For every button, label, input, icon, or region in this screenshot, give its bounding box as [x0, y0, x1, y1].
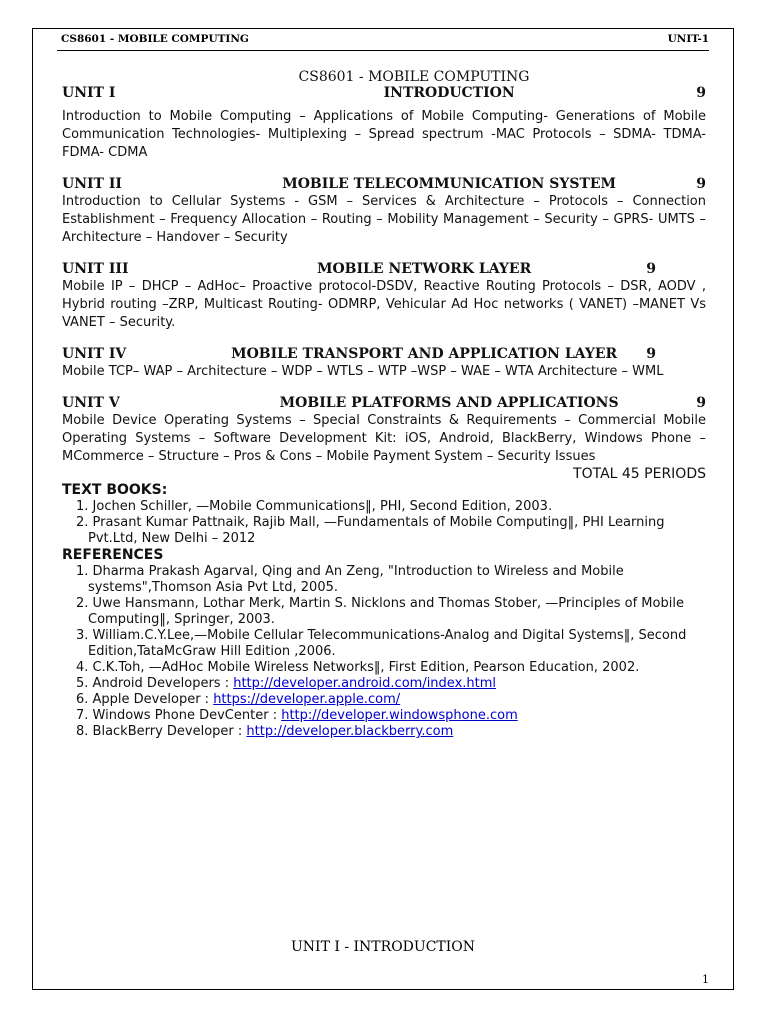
document-page — [32, 28, 734, 990]
list-item: 2. Prasant Kumar Pattnaik, Rajib Mall, —Fundamentals of Mobile Computing‖, PHI Learning Pvt.Ltd, New Delhi – 2012 — [76, 515, 665, 546]
unit-4-heading — [62, 346, 706, 363]
header-unit: UNIT-1 — [667, 33, 709, 45]
link-prefix: 6. Apple Developer : — [76, 692, 214, 707]
unit-hours: 9 — [646, 261, 656, 277]
unit-hours: 9 — [646, 346, 656, 362]
list-item — [76, 708, 706, 724]
unit-title: MOBILE NETWORK LAYER — [316, 261, 532, 277]
list-item — [76, 676, 706, 692]
unit-5-body: Mobile Device Operating Systems – Special Constraints & Requirements – Commercial Mobile Operating Systems – Software Development Kit: iOS, Android, BlackBerry, Windows Phone – MCommerce – Structure – Pros & Cons – Mobile Payment System – Security Issues — [62, 413, 706, 464]
windows-phone-devcenter-link[interactable]: http://developer.windowsphone.com — [281, 708, 518, 723]
running-header — [61, 33, 709, 45]
total-periods: TOTAL 45 PERIODS — [573, 466, 706, 482]
unit-label: UNIT I — [62, 85, 116, 101]
unit-1-heading — [62, 85, 706, 102]
unit-label: UNIT IV — [62, 346, 127, 362]
list-item: 1. Jochen Schiller, —Mobile Communications‖, PHI, Second Edition, 2003. — [76, 499, 553, 514]
list-item: 3. William.C.Y.Lee,—Mobile Cellular Telecommunications-Analog and Digital Systems‖, Second Edition,TataMcGraw Hill Edition ,2006. — [76, 628, 687, 659]
unit-3-heading — [62, 261, 706, 278]
list-item — [76, 692, 706, 708]
unit-2-heading — [62, 176, 706, 193]
next-section-title: UNIT I - INTRODUCTION — [291, 939, 475, 955]
text-books-list — [62, 499, 706, 547]
unit-2-body: Introduction to Cellular Systems - GSM – Services & Architecture – Protocols – Connection Establishment – Frequency Allocation – Routing – Mobility Management – Security – GPRS- UMTS – Architecture – Handover – Security — [62, 194, 706, 245]
unit-1-body: Introduction to Mobile Computing – Applications of Mobile Computing- Generations of Mobile Communication Technologies- Multiplexing – Spread spectrum -MAC Protocols – SDMA- TDMA- FDMA- CDMA — [62, 109, 706, 160]
unit-label: UNIT II — [62, 176, 122, 192]
unit-hours: 9 — [696, 176, 706, 192]
unit-label: UNIT III — [62, 261, 129, 277]
list-item: 2. Uwe Hansmann, Lothar Merk, Martin S. Nicklons and Thomas Stober, —Principles of Mobile Computing‖, Springer, 2003. — [76, 596, 684, 627]
link-prefix: 7. Windows Phone DevCenter : — [76, 708, 282, 723]
unit-4-body: Mobile TCP– WAP – Architecture – WDP – WTLS – WTP –WSP – WAE – WTA Architecture – WML — [62, 364, 664, 379]
unit-title: MOBILE PLATFORMS AND APPLICATIONS — [279, 395, 619, 411]
course-title: CS8601 - MOBILE COMPUTING — [298, 69, 530, 85]
text-books-heading: TEXT BOOKS: — [62, 482, 168, 498]
header-course: CS8601 - MOBILE COMPUTING — [61, 33, 249, 45]
list-item: 4. C.K.Toh, —AdHoc Mobile Wireless Networks‖, First Edition, Pearson Education, 2002. — [76, 660, 640, 675]
blackberry-developer-link[interactable]: http://developer.blackberry.com — [246, 724, 454, 739]
unit-hours: 9 — [696, 395, 706, 411]
syllabus-content — [62, 69, 706, 740]
references-heading: REFERENCES — [62, 547, 164, 563]
unit-5-heading — [62, 395, 706, 412]
unit-title: MOBILE TRANSPORT AND APPLICATION LAYER — [231, 346, 618, 362]
unit-title: MOBILE TELECOMMUNICATION SYSTEM — [282, 176, 617, 192]
list-item: 1. Dharma Prakash Agarval, Qing and An Zeng, "Introduction to Wireless and Mobile systems",Thomson Asia Pvt Ltd, 2005. — [76, 564, 624, 595]
apple-developer-link[interactable]: https://developer.apple.com/ — [213, 692, 401, 707]
list-item — [76, 724, 706, 740]
android-developers-link[interactable]: http://developer.android.com/index.html — [233, 676, 497, 691]
link-prefix: 5. Android Developers : — [76, 676, 234, 691]
unit-title: INTRODUCTION — [383, 85, 515, 101]
link-prefix: 8. BlackBerry Developer : — [76, 724, 247, 739]
references-list — [62, 564, 706, 740]
unit-3-body: Mobile IP – DHCP – AdHoc– Proactive protocol-DSDV, Reactive Routing Protocols – DSR, AODV , Hybrid routing –ZRP, Multicast Routing- ODMRP, Vehicular Ad Hoc networks ( VANET) –MANET Vs VANET – Security. — [62, 279, 706, 330]
header-divider — [57, 50, 709, 51]
page-number: 1 — [702, 973, 709, 986]
unit-hours: 9 — [696, 85, 706, 101]
unit-label: UNIT V — [62, 395, 120, 411]
